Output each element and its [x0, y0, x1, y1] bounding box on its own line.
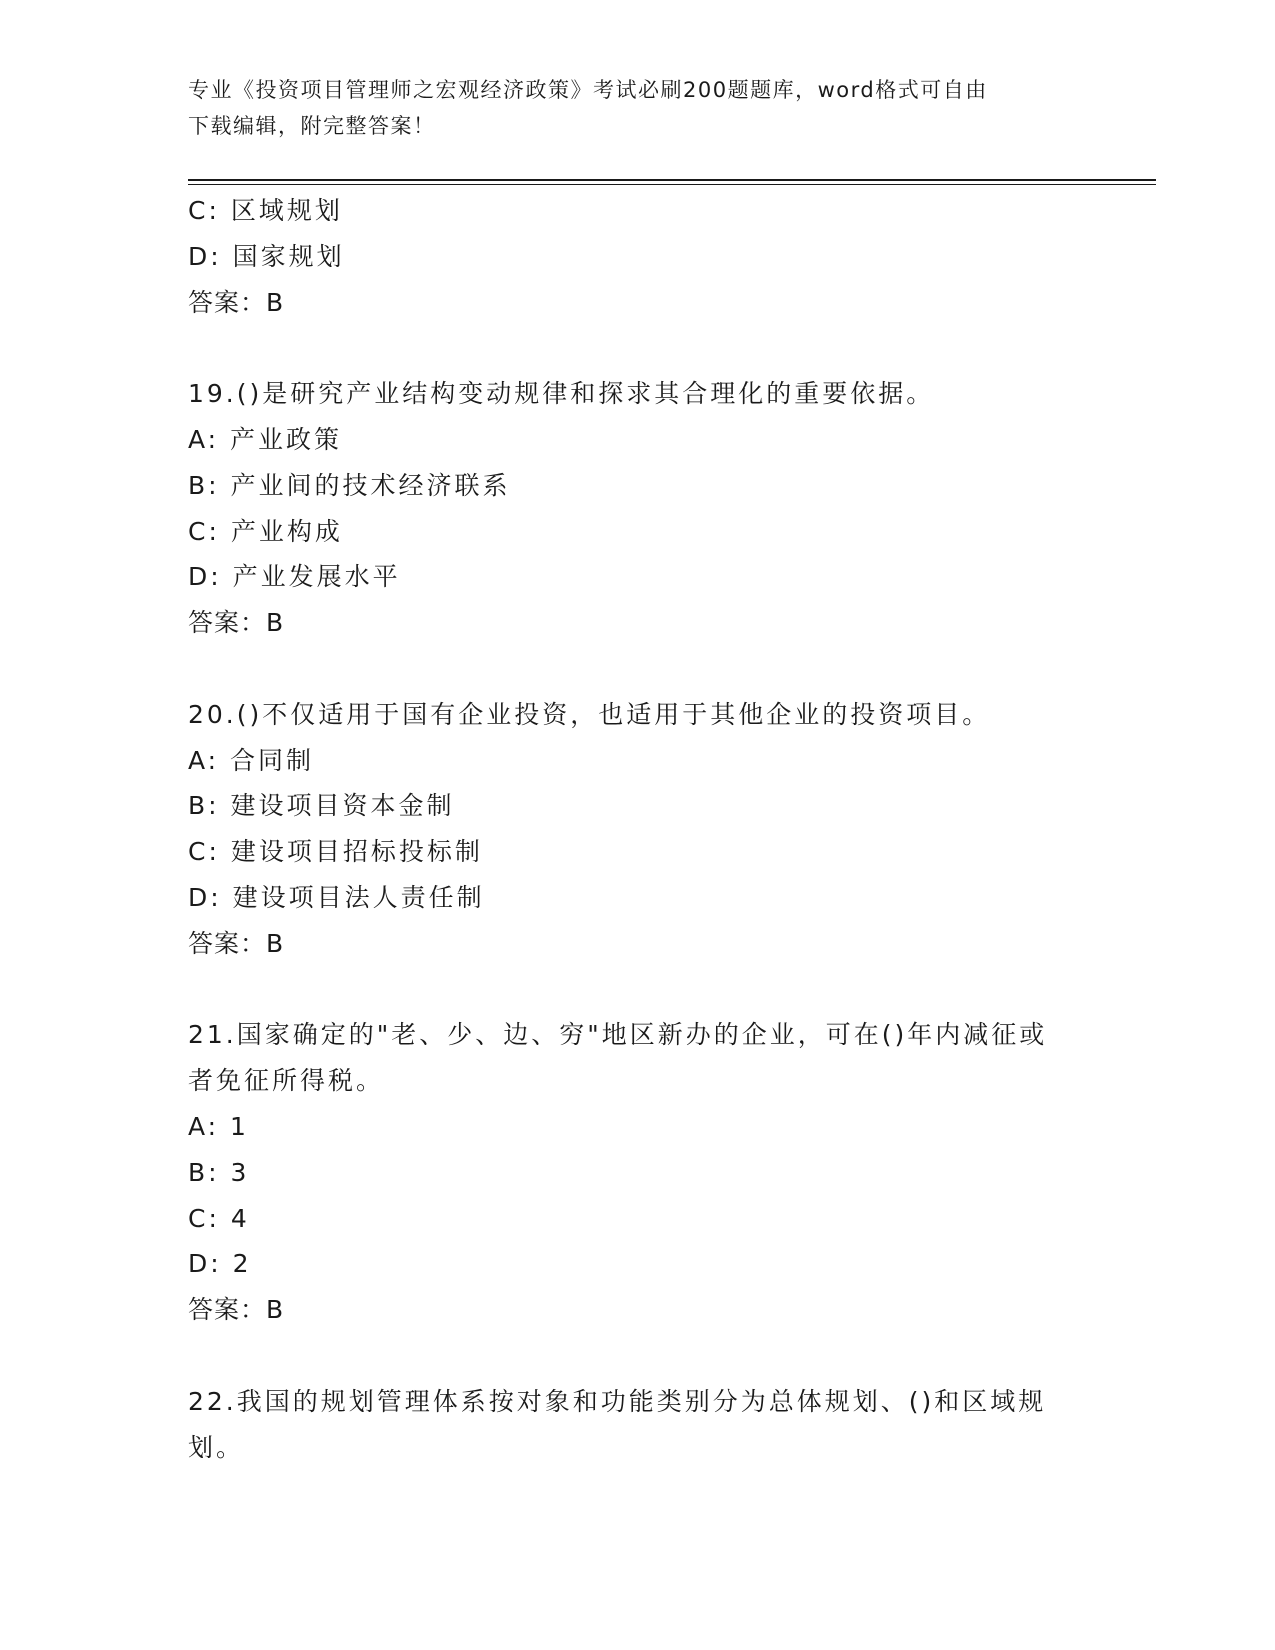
question-stem-20: 20.()不仅适用于国有企业投资，也适用于其他企业的投资项目。 [188, 699, 991, 729]
option-c: C: 4 [188, 1203, 250, 1233]
option-a: A: 合同制 [188, 745, 315, 775]
header-line-2: 下载编辑，附完整答案！ [188, 114, 436, 138]
option-d: D: 产业发展水平 [188, 562, 401, 592]
header-rule-thin [188, 184, 1156, 185]
option-d: D: 2 [188, 1249, 252, 1279]
answer: 答案：B [188, 928, 285, 958]
answer: 答案：B [188, 287, 285, 317]
option-a: A: 产业政策 [188, 424, 343, 454]
option-c: C: 区域规划 [188, 196, 343, 225]
header-line-1: 专业《投资项目管理师之宏观经济政策》考试必刷200题题库，word格式可自由 [188, 78, 988, 102]
option-c: C: 建设项目招标投标制 [188, 837, 483, 867]
answer: 答案：B [188, 1295, 285, 1325]
question-list [188, 188, 1078, 1470]
question-stem-21-line-2: 者免征所得税。 [188, 1066, 385, 1096]
answer: 答案：B [188, 608, 285, 638]
option-d: D: 国家规划 [188, 241, 345, 271]
option-a: A: 1 [188, 1111, 249, 1141]
document-header [188, 72, 1088, 144]
option-d: D: 建设项目法人责任制 [188, 882, 485, 912]
option-b: B: 3 [188, 1157, 250, 1187]
option-c: C: 产业构成 [188, 516, 343, 546]
question-stem-19: 19.()是研究产业结构变动规律和探求其合理化的重要依据。 [188, 379, 935, 409]
question-stem-22-line-1: 22.我国的规划管理体系按对象和功能类别分为总体规划、()和区域规 [188, 1386, 1047, 1416]
option-b: B: 建设项目资本金制 [188, 791, 455, 821]
question-stem-21-line-1: 21.国家确定的"老、少、边、穷"地区新办的企业，可在()年内减征或 [188, 1020, 1048, 1050]
question-stem-22-line-2: 划。 [188, 1432, 245, 1462]
option-b: B: 产业间的技术经济联系 [188, 470, 511, 500]
header-rule-thick [188, 179, 1156, 181]
